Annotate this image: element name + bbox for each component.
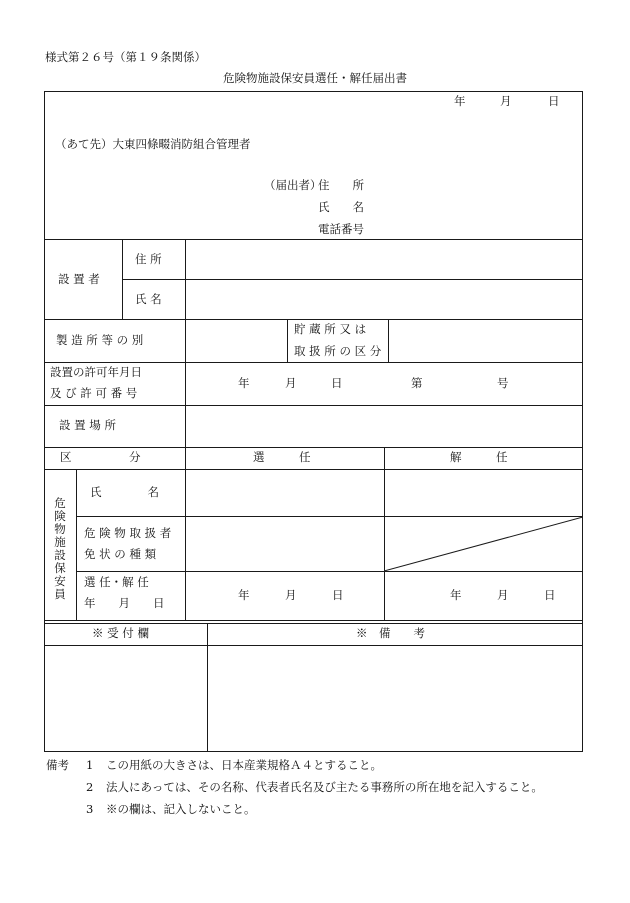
date-day-label: 日 (548, 94, 560, 108)
notifier-address-label: 住 所 (318, 178, 364, 192)
note-text: この用紙の大きさは、日本産業規格Ａ４とすること。 (106, 758, 382, 772)
installer-label: 設 置 者 (58, 272, 100, 286)
form-number: 様式第２６号（第１９条関係） (45, 50, 206, 64)
form-title: 危険物施設保安員選任・解任届出書 (223, 71, 407, 85)
note-number: 2 (86, 780, 94, 794)
permit-day-label: 日 (331, 376, 343, 390)
appoint-year-label: 年 (238, 588, 250, 602)
dismiss-header: 解 任 (450, 450, 508, 464)
appoint-day-label: 日 (332, 588, 344, 602)
dismiss-day-label: 日 (544, 588, 556, 602)
notes-label: 備考 (46, 758, 69, 772)
permit-no-prefix: 第 (411, 376, 423, 390)
permit-label-line1: 設置の許可年月日 (50, 365, 142, 379)
permit-no-suffix: 号 (497, 376, 509, 390)
facility-type-label: 製 造 所 等 の 別 (56, 333, 144, 347)
license-label-line2: 免 状 の 種 類 (84, 547, 157, 561)
note-text: 法人にあっては、その名称、代表者氏名及び主たる事務所の所在地を記入すること。 (106, 780, 543, 794)
staff-date-label-line2: 年 月 日 (84, 596, 165, 610)
notifier-name-label: 氏 名 (318, 200, 364, 214)
permit-label-line2: 及 び 許 可 番 号 (50, 386, 138, 400)
installer-name-label: 氏 名 (135, 292, 162, 306)
reception-label: ※ 受 付 欄 (92, 626, 149, 640)
staff-name-label: 氏 名 (90, 485, 159, 499)
note-number: 3 (86, 802, 94, 816)
note-number: 1 (86, 758, 94, 772)
remarks-label: ※ 備 考 (356, 626, 425, 640)
storage-division-line1: 貯 蔵 所 又 は (294, 322, 367, 336)
appoint-header: 選 任 (253, 450, 311, 464)
license-label-line1: 危 険 物 取 扱 者 (84, 526, 172, 540)
note-text: ※の欄は、記入しないこと。 (106, 802, 256, 816)
staff-date-label-line1: 選 任・解 任 (84, 575, 149, 589)
dismiss-month-label: 月 (497, 588, 509, 602)
location-label: 設 置 場 所 (59, 418, 116, 432)
notifier-label: （届出者） (264, 178, 322, 192)
security-staff-label: 危険物施設保安員 (54, 496, 66, 601)
date-year-label: 年 (454, 94, 466, 108)
permit-month-label: 月 (285, 376, 297, 390)
installer-address-label: 住 所 (135, 252, 162, 266)
diagonal-strike (384, 516, 583, 572)
appoint-month-label: 月 (285, 588, 297, 602)
notifier-phone-label: 電話番号 (318, 222, 364, 236)
dismiss-year-label: 年 (450, 588, 462, 602)
date-month-label: 月 (500, 94, 512, 108)
storage-division-line2: 取 扱 所 の 区 分 (294, 344, 382, 358)
addressee: （あて先）大東四條畷消防組合管理者 (55, 137, 251, 151)
division-label: 区 分 (60, 450, 141, 464)
permit-year-label: 年 (238, 376, 250, 390)
